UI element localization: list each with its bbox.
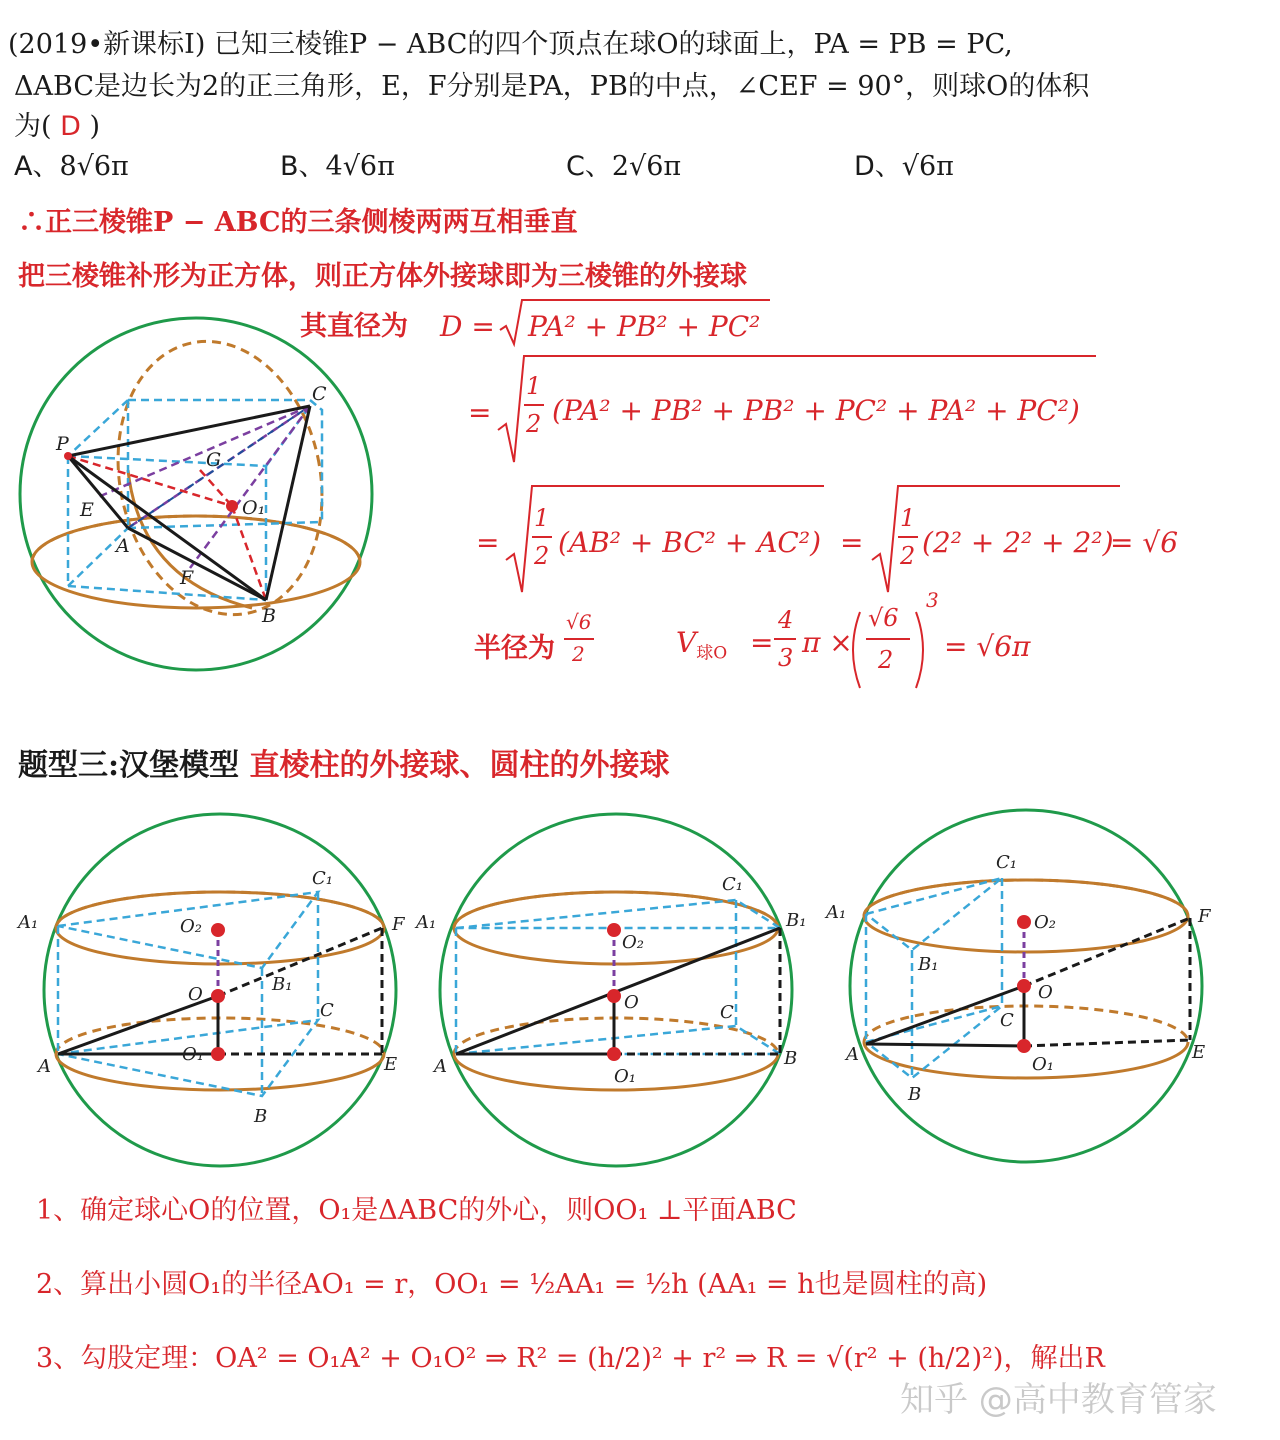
problem-line-3-prefix: 为(	[14, 111, 52, 142]
eq2-radicand: (PA² + PB² + PB² + PC² + PA² + PC²)	[552, 394, 1080, 427]
label-p: P	[56, 433, 69, 455]
fig-b-label-o1: O₁	[614, 1066, 636, 1087]
section-title: 直棱柱的外接球、圆柱的外接球	[249, 748, 670, 783]
option-c-value: 2√6π	[611, 151, 682, 182]
step-3: 3、勾股定理：OA² = O₁A² + O₁O² ⇒ R² = (h/2)² + r² ⇒ R = √(r² + (h/2)²)，解出R	[36, 1343, 1105, 1374]
fig-c-label-b1: B₁	[918, 954, 939, 975]
volume-coef-den: 3	[778, 644, 794, 672]
fig-a-label-b: B	[254, 1106, 268, 1127]
volume-frac-num: √6	[868, 604, 899, 632]
option-a-value: 8√6π	[59, 151, 129, 182]
eq3-radicand: (AB² + BC² + AC²)	[558, 526, 822, 559]
fig-c-label-o2: O₂	[1034, 912, 1056, 933]
eq3-frac-num: 1	[534, 504, 550, 532]
fig-a-label-e: E	[384, 1054, 398, 1075]
eq3-equals-2: =	[840, 526, 864, 559]
label-c: C	[312, 383, 327, 405]
solution-line-2: 把三棱锥补形为正方体，则正方体外接球即为三棱锥的外接球	[18, 261, 747, 292]
diameter-label: 其直径为	[300, 311, 408, 342]
problem-line-2: ΔABC是边长为2的正三角形，E，F分别是PA，PB的中点，∠CEF = 90°，则球O的体积	[14, 71, 1090, 102]
fig-a-label-o1: O₁	[182, 1044, 204, 1065]
volume-equals: =	[750, 626, 774, 659]
fig-a-label-c1: C₁	[312, 868, 333, 889]
eq2-frac-num: 1	[526, 372, 542, 400]
volume-exponent: 3	[926, 588, 939, 612]
label-e: E	[80, 499, 94, 521]
section-prefix-text: 题型三:汉堡模型	[18, 748, 240, 783]
option-d-value: √6π	[901, 151, 954, 182]
eq3-equals: =	[476, 526, 500, 559]
fig-c-label-a1: A₁	[826, 902, 847, 923]
eq2-frac-den: 2	[526, 410, 542, 438]
label-b: B	[262, 605, 276, 627]
fig-c-label-e: E	[1192, 1042, 1206, 1063]
eq2-equals: =	[468, 396, 492, 429]
volume-frac-den: 2	[878, 646, 894, 674]
fig-a-label-c: C	[320, 1000, 334, 1021]
step-1: 1、确定球心O的位置，O₁是ΔABC的外心，则OO₁ ⊥平面ABC	[36, 1195, 797, 1226]
fig-b-label-a: A	[434, 1056, 447, 1077]
eq3-frac2-num: 1	[900, 504, 916, 532]
solution-line-1: ∴正三棱锥P − ABC的三条侧棱两两互相垂直	[18, 207, 578, 238]
fig-c-label-o: O	[1038, 982, 1053, 1003]
prism-figure-2	[414, 814, 806, 1166]
option-c-label: C、	[566, 151, 612, 182]
fig-b-label-b: B	[784, 1048, 798, 1069]
volume-pi: π ×	[802, 626, 853, 659]
watermark: 知乎 @高中教育管家	[900, 1380, 1217, 1420]
problem-line-1: (2019•新课标Ⅰ) 已知三棱锥P − ABC的四个顶点在球O的球面上，PA = PB = PC,	[8, 29, 1013, 60]
eq1-lhs: D =	[440, 310, 495, 343]
radius-frac-num: √6	[566, 610, 592, 634]
fig-a-label-b1: B₁	[272, 974, 293, 995]
volume-v: V	[676, 626, 697, 659]
fig-c-label-b: B	[908, 1084, 922, 1105]
problem-line-3-suffix: )	[89, 111, 101, 142]
fig-c-label-c1: C₁	[996, 852, 1017, 873]
eq3-result: = √6	[1110, 526, 1179, 559]
fig-a-label-a1: A₁	[18, 912, 39, 933]
fig-a-label-f: F	[392, 914, 405, 935]
radius-frac-den: 2	[572, 642, 585, 666]
label-o1: O₁	[242, 497, 266, 519]
fig-b-label-b1: B₁	[786, 910, 807, 931]
volume-result: = √6π	[944, 630, 1031, 663]
eq3-frac-den: 2	[534, 542, 550, 570]
option-b-value: 4√6π	[325, 151, 395, 182]
option-d-label: D、	[854, 151, 902, 182]
answer-letter: D	[60, 111, 81, 142]
fig-b-label-a1: A₁	[416, 912, 437, 933]
fig-b-label-o2: O₂	[622, 932, 644, 953]
fig-a-label-a: A	[38, 1056, 51, 1077]
prism-figure-3	[824, 810, 1212, 1162]
fig-b-label-c1: C₁	[722, 874, 743, 895]
label-a: A	[116, 535, 130, 557]
fig-a-label-o2: O₂	[180, 916, 202, 937]
option-a-label: A、	[14, 151, 60, 182]
fig-b-label-o: O	[624, 992, 639, 1013]
fig-c-label-c: C	[1000, 1010, 1014, 1031]
option-b-label: B、	[280, 151, 326, 182]
fig-c-label-a: A	[846, 1044, 859, 1065]
fig-b-label-c: C	[720, 1002, 734, 1023]
fig-c-label-o1: O₁	[1032, 1054, 1054, 1075]
label-f: F	[180, 567, 194, 589]
volume-coef-num: 4	[778, 606, 794, 634]
fig-a-label-o: O	[188, 984, 203, 1005]
radius-label: 半径为	[474, 633, 555, 664]
volume-subscript: 球O	[696, 643, 728, 664]
fig-c-label-f: F	[1198, 906, 1211, 927]
eq1-radicand: PA² + PB² + PC²	[528, 310, 761, 343]
prism-figure-1	[16, 814, 406, 1166]
eq3-radicand-2: (2² + 2² + 2²)	[922, 526, 1114, 559]
eq3-frac2-den: 2	[900, 542, 916, 570]
label-g: G	[206, 449, 222, 471]
step-2: 2、算出小圆O₁的半径AO₁ = r，OO₁ = ½AA₁ = ½h (AA₁ = h也是圆柱的高)	[36, 1269, 988, 1300]
